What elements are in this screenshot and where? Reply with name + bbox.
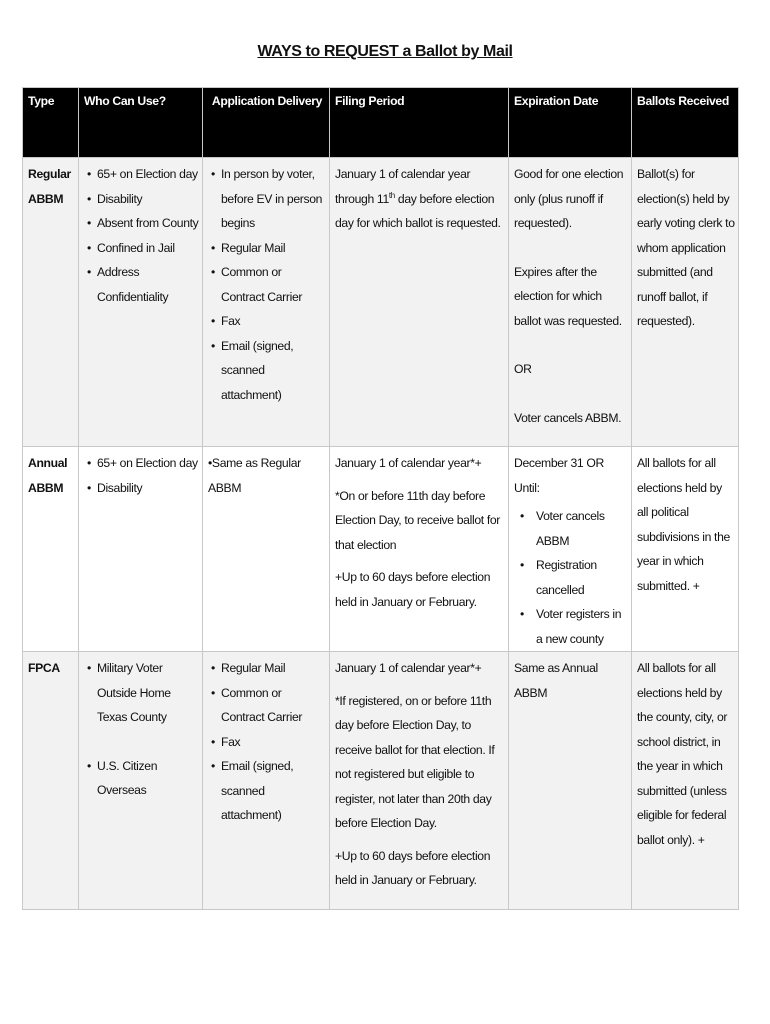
list-item: • Common or Contract Carrier bbox=[208, 681, 326, 730]
fpca-expiration: Same as Annual ABBM bbox=[509, 652, 632, 910]
ballot-request-table bbox=[22, 87, 739, 910]
fpca-ballots-received: All ballots for all elections held by the county, city, or school district, in the year in which submitted (unless eligible for federal ballot only). + bbox=[632, 652, 739, 910]
filing-text: January 1 of calendar year*+ bbox=[335, 456, 482, 470]
list-item: • Email (signed, scanned attachment) bbox=[208, 754, 326, 828]
list-item: • Regular Mail bbox=[208, 656, 326, 681]
list-item: • 65+ on Election day bbox=[84, 162, 199, 187]
table-row-regular-abbm bbox=[23, 158, 739, 447]
list-item: • Confined in Jail bbox=[84, 236, 199, 261]
header-application-delivery: Application Delivery bbox=[203, 88, 330, 158]
expiration-intro: December 31 OR Until: bbox=[514, 456, 604, 495]
annual-ballots-received: All ballots for all elections held by all political subdivisions in the year in which submitted. + bbox=[632, 447, 739, 652]
fpca-delivery-cell bbox=[203, 652, 330, 910]
header-ballots-received: Ballots Received bbox=[632, 88, 739, 158]
annual-filing-cell bbox=[330, 447, 509, 652]
list-item: • Fax bbox=[208, 730, 326, 755]
header-type: Type bbox=[23, 88, 79, 158]
filing-text-end: day before election day for which ballot is requested. bbox=[335, 191, 501, 230]
filing-text: *If registered, on or before 11th day before Election Day, to receive ballot for that election. If not registered but eligible to register, not later than 20th day before Election Day. bbox=[335, 693, 495, 830]
header-row bbox=[23, 88, 739, 158]
document-title: WAYS to REQUEST a Ballot by Mail bbox=[257, 43, 513, 60]
list-item: • Common or Contract Carrier bbox=[208, 260, 326, 309]
list-item: • U.S. Citizen Overseas bbox=[84, 754, 199, 803]
expiration-text: Good for one election only (plus runoff if requested). bbox=[514, 167, 624, 230]
regular-expiration-cell bbox=[509, 158, 632, 447]
list-item: • Regular Mail bbox=[208, 236, 326, 261]
filing-text: +Up to 60 days before election held in January or February. bbox=[335, 848, 491, 887]
regular-who-cell bbox=[79, 158, 203, 447]
regular-type: Regular ABBM bbox=[23, 158, 79, 447]
fpca-type: FPCA bbox=[23, 652, 79, 910]
expiration-text: OR bbox=[514, 362, 532, 376]
list-item: • Absent from County bbox=[84, 211, 199, 236]
annual-delivery: •Same as Regular ABBM bbox=[203, 447, 330, 652]
header-who-can-use: Who Can Use? bbox=[79, 88, 203, 158]
list-item: • Email (signed, scanned attachment) bbox=[208, 334, 326, 408]
list-item: • Fax bbox=[208, 309, 326, 334]
list-item: • Registration cancelled bbox=[514, 553, 628, 602]
list-item: • 65+ on Election day bbox=[84, 451, 199, 476]
annual-expiration-cell bbox=[509, 447, 632, 652]
filing-text-start: January 1 of calendar year through 11 bbox=[335, 167, 471, 206]
list-item: • Disability bbox=[84, 187, 199, 212]
filing-text: *On or before 11th day before Election Day, to receive ballot for that election bbox=[335, 488, 501, 552]
regular-filing-period bbox=[330, 158, 509, 447]
list-item: • Military Voter Outside Home Texas County bbox=[84, 656, 199, 730]
filing-text: January 1 of calendar year*+ bbox=[335, 661, 482, 675]
header-expiration-date: Expiration Date bbox=[509, 88, 632, 158]
list-item: • Disability bbox=[84, 476, 199, 501]
list-item: • Voter cancels ABBM bbox=[514, 504, 628, 553]
list-item: • Voter registers in a new county bbox=[514, 602, 628, 651]
regular-ballots-received: Ballot(s) for election(s) held by early voting clerk to whom application submitted (and runoff ballot, if requested). bbox=[632, 158, 739, 447]
list-item: • Address Confidentiality bbox=[84, 260, 199, 309]
annual-type: Annual ABBM bbox=[23, 447, 79, 652]
filing-text: +Up to 60 days before election held in January or February. bbox=[335, 570, 491, 609]
list-item: • In person by voter, before EV in person begins bbox=[208, 162, 326, 236]
table-row-annual-abbm bbox=[23, 447, 739, 652]
regular-delivery-cell bbox=[203, 158, 330, 447]
expiration-text: Voter cancels ABBM. bbox=[514, 410, 622, 425]
annual-who-cell bbox=[79, 447, 203, 652]
fpca-who-cell bbox=[79, 652, 203, 910]
header-filing-period: Filing Period bbox=[330, 88, 509, 158]
fpca-filing-cell bbox=[330, 652, 509, 910]
expiration-text: Expires after the election for which ballot was requested. bbox=[514, 264, 622, 328]
table-row-fpca bbox=[23, 652, 739, 910]
ordinal-suffix: th bbox=[388, 190, 395, 200]
